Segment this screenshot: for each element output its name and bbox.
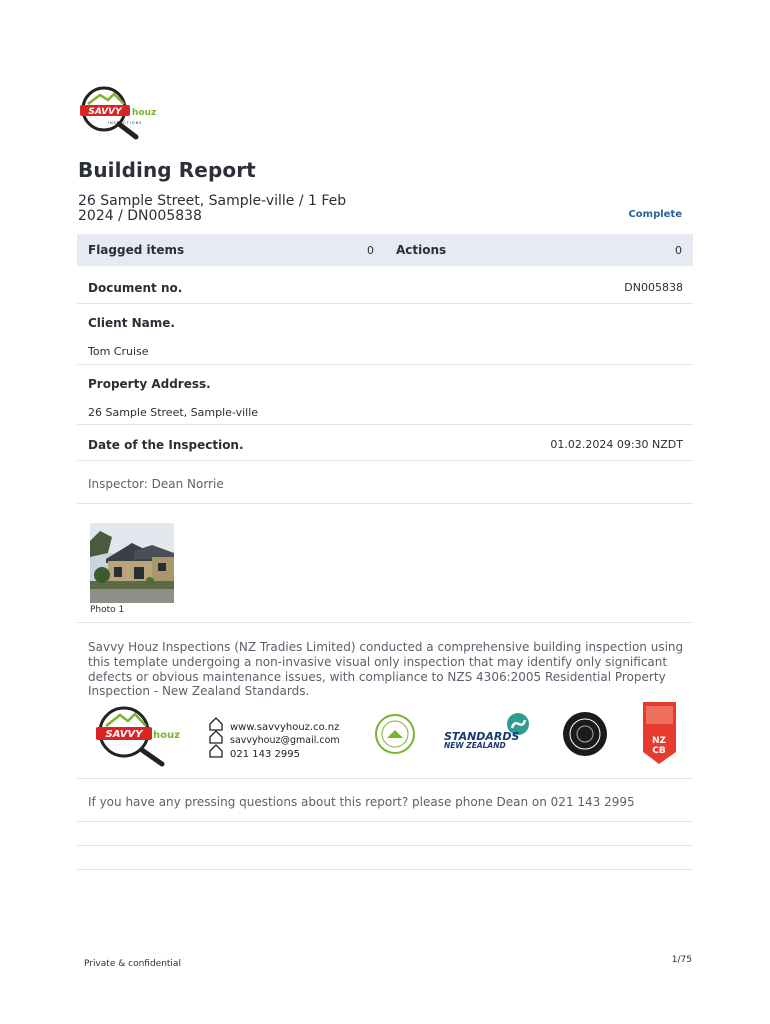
- inspection-date-value: 01.02.2024 09:30 NZDT: [550, 438, 683, 451]
- divider: [77, 460, 693, 461]
- actions-count: 0: [675, 244, 682, 257]
- document-no-label: Document no.: [88, 281, 183, 295]
- svg-text:STANDARDS: STANDARDS: [444, 730, 520, 743]
- divider: [77, 845, 693, 846]
- client-name-value: Tom Cruise: [88, 345, 149, 358]
- flagged-items-label: Flagged items: [88, 243, 185, 257]
- status-badge: Complete: [628, 209, 682, 220]
- divider: [77, 821, 693, 822]
- house-icon: [210, 718, 222, 730]
- inspection-date-label: Date of the Inspection.: [88, 438, 244, 452]
- nzcb-badge-icon: [643, 702, 676, 764]
- divider: [77, 424, 693, 425]
- house-icon: [210, 731, 222, 743]
- contact-question: If you have any pressing questions about this report? please phone Dean on 021 143 2995: [88, 795, 635, 809]
- svg-text:www.savvyhouz.co.nz: www.savvyhouz.co.nz: [230, 722, 340, 733]
- phone-icon: [210, 745, 222, 757]
- document-no-value: DN005838: [624, 281, 683, 294]
- black-seal-icon: [563, 712, 607, 756]
- svg-text:CB: CB: [652, 746, 666, 756]
- flagged-items-count: 0: [367, 244, 374, 257]
- property-address-value: 26 Sample Street, Sample-ville: [88, 406, 259, 419]
- svg-text:INSPECTIONS: INSPECTIONS: [108, 121, 143, 125]
- page-number: 1/75: [671, 955, 692, 965]
- svg-text:NEW ZEALAND: NEW ZEALAND: [444, 741, 506, 750]
- divider: [77, 778, 693, 779]
- divider: [77, 503, 693, 504]
- footer-confidential: Private & confidential: [84, 959, 181, 969]
- company-logo: [78, 84, 160, 140]
- report-subtitle: 26 Sample Street, Sample-ville / 1 Feb 2024 / DN005838: [78, 193, 347, 224]
- divider: [77, 869, 693, 870]
- svg-text:SAVVY: SAVVY: [88, 107, 122, 117]
- inspector-name: Inspector: Dean Norrie: [88, 477, 224, 491]
- contact-banner: [90, 702, 690, 768]
- standards-nz-logo-icon: [444, 713, 529, 750]
- divider: [77, 303, 693, 304]
- property-address-label: Property Address.: [88, 377, 211, 391]
- svg-text:savvyhouz@gmail.com: savvyhouz@gmail.com: [230, 735, 340, 746]
- svg-text:NZ: NZ: [651, 736, 667, 746]
- client-name-label: Client Name.: [88, 316, 175, 330]
- svg-text:SAVVY: SAVVY: [105, 729, 143, 740]
- divider: [77, 622, 693, 623]
- svg-text:021 143 2995: 021 143 2995: [230, 749, 300, 760]
- photo-caption: Photo 1: [90, 605, 125, 615]
- description-paragraph: Savvy Houz Inspections (NZ Tradies Limited) conducted a comprehensive building inspection using this template undergoing a non-invasive visual only inspection that may identify only significant defects or obvious maintenance issues, with compliance to NZS 4306:2005 Residential Property Inspection - New Zealand Standards.: [88, 640, 684, 699]
- page-title: Building Report: [78, 158, 256, 182]
- divider: [77, 364, 693, 365]
- property-photo[interactable]: [90, 523, 174, 603]
- certification-seal-icon: [376, 715, 414, 753]
- svg-text:houz: houz: [153, 730, 180, 741]
- summary-bar: [77, 234, 693, 266]
- banner-logo-icon: [96, 708, 180, 764]
- actions-label: Actions: [396, 243, 447, 257]
- svg-text:houz: houz: [132, 108, 157, 118]
